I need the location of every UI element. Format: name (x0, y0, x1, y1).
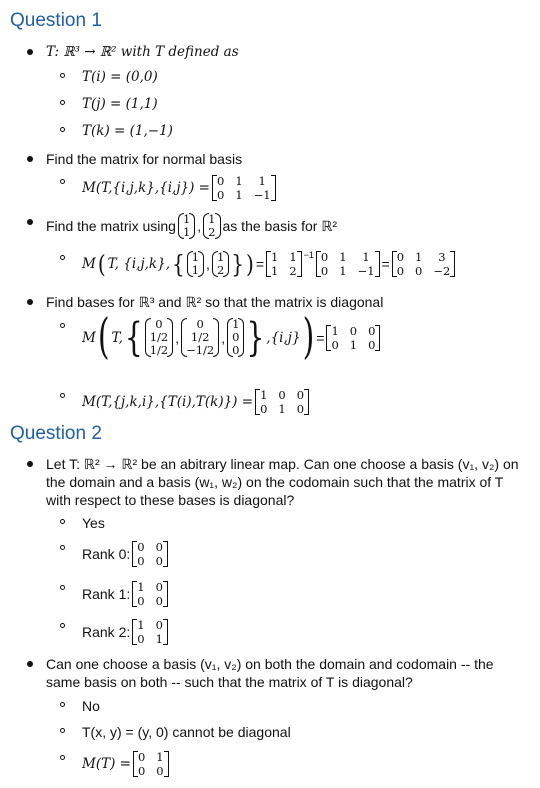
matrix-entry: 0 (349, 323, 358, 338)
q1-basis-vector-2 (203, 213, 220, 239)
matrix-entry: 0 (296, 402, 305, 416)
q1-find-normal: Find the matrix for normal basis (46, 151, 243, 167)
q1-cb-args: T, {i,j,k}, (107, 256, 170, 272)
q1-map-i: T(i) = (0,0) (82, 69, 158, 85)
matrix-entry: 0 (415, 264, 423, 278)
matrix-entry: 0 (155, 317, 163, 331)
q1-basis-text-pre: Find the matrix using (46, 218, 176, 234)
matrix-entry: 0 (155, 618, 163, 632)
matrix-entry: −1 (357, 264, 375, 278)
q1-cb-result-matrix (392, 250, 456, 278)
q2-rank-2-label: Rank 2: (82, 624, 131, 640)
q1-diag-T: T, (111, 329, 123, 346)
matrix-entry: 1 (331, 323, 339, 338)
matrix-entry: 0 (196, 317, 204, 331)
matrix-entry: 0 (137, 764, 146, 778)
matrix-entry: 0 (137, 594, 145, 608)
matrix-entry: 1 (182, 225, 191, 239)
q2-counterexample: T(x, y) = (y, 0) cannot be diagonal (82, 724, 291, 740)
question-2-heading: Question 2 (10, 423, 102, 444)
q1-basis-text-post: as the basis for ℝ² (222, 218, 338, 234)
q2-rank-0-matrix (132, 540, 168, 568)
q2-rank-0-label: Rank 0: (82, 546, 131, 562)
matrix-entry: 0 (155, 594, 163, 608)
q1-find-using-basis: Find the matrix using 1 1 , 1 2 as the basis for ℝ² (46, 212, 338, 239)
q1-normal-matrix-eq (82, 174, 276, 202)
q2-rank-1-matrix (132, 580, 168, 608)
matrix-entry: 0 (368, 337, 376, 352)
paren: ) (302, 308, 315, 365)
matrix-entry: 0 (296, 388, 305, 402)
matrix-entry: 1 (278, 402, 286, 416)
q1-normal-lhs: M(T,{i,j,k},{i,j}) = (82, 180, 210, 196)
matrix-entry: 1 (156, 750, 164, 764)
matrix-entry: 0 (137, 554, 145, 568)
matrix-entry: 1 (258, 174, 266, 188)
matrix-entry: 0 (155, 554, 163, 568)
q1-definition: T: ℝ³ → ℝ² with T defined as (46, 44, 239, 60)
matrix-entry: 0 (396, 264, 405, 278)
matrix-entry: 0 (396, 250, 405, 264)
matrix-entry: 1 (232, 317, 240, 331)
matrix-entry: 0 (278, 388, 286, 402)
q2-rank-2-matrix (132, 618, 168, 646)
brace: { (171, 249, 185, 279)
matrix-entry: 0 (232, 330, 240, 344)
matrix-entry: 1 (289, 250, 297, 264)
q1-diag-vector-3 (227, 318, 244, 357)
q1-cb-M: M (82, 256, 96, 272)
equals: = (255, 256, 264, 272)
brace: } (231, 249, 244, 279)
matrix-entry: −1 (253, 188, 271, 202)
matrix-entry: 1 (191, 250, 200, 264)
matrix-entry: 1/2 (149, 330, 169, 344)
matrix-entry: 1 (208, 212, 216, 226)
q2-rank-1-label: Rank 1: (82, 586, 131, 602)
matrix-entry: 0 (137, 750, 146, 764)
matrix-entry: 2 (216, 263, 225, 277)
matrix-entry: 2 (208, 225, 216, 239)
q1-diagonal-eq-2 (82, 388, 309, 416)
matrix-entry: 0 (216, 174, 225, 188)
q1-cb-inverse-matrix (266, 250, 302, 278)
matrix-entry: 1 (271, 264, 279, 278)
q1-change-basis-eq: M ( T, {i,j,k}, { 1 1 , 1 2 } ) = 1 1 1 2 $^{-1}$ 0 1 1 0 1 −1 = 0 1 3 0 0 −2 (82, 250, 455, 278)
matrix-entry: 0 (155, 540, 163, 554)
q2-rank-1 (82, 580, 168, 608)
matrix-entry: 0 (368, 323, 376, 338)
q2-rank-2 (82, 618, 168, 646)
q1-diag-ij: ,{i,j} (266, 329, 301, 346)
q1-map-j: T(j) = (1,1) (82, 96, 158, 112)
matrix-entry: 1 (339, 264, 347, 278)
matrix-entry: 1 (415, 250, 423, 264)
q1-map-k: T(k) = (1,−1) (82, 123, 173, 139)
matrix-entry: 1 (362, 250, 370, 264)
matrix-entry: 1 (137, 618, 145, 632)
matrix-entry: 2 (289, 264, 297, 278)
q1-find-diagonal: Find bases for ℝ³ and ℝ² so that the matrix is diagonal (46, 294, 384, 310)
q1-cb-normal-matrix (316, 250, 380, 278)
matrix-entry: 0 (216, 188, 225, 202)
q1-diag-vector-1 (145, 318, 174, 357)
q2-question-1: Let T: ℝ² → ℝ² be an abitrary linear map. Can one choose a basis (v₁, v₂) on the domain and a basis (w₁, w₂) on the codomain such that the matrix of T with respect to these bases is diagonal? (46, 455, 528, 509)
matrix-entry: 1 (182, 212, 191, 226)
q1-diagonal-eq: M ( T, { 0 1/2 1/2 , 0 1/2 −1/2 , 1 0 0 } ,{i,j} ) = 1 0 0 0 1 0 (82, 318, 380, 357)
matrix-entry: 0 (155, 580, 163, 594)
q2-answer-no: No (82, 698, 100, 714)
q1-cb-vector-1 (187, 251, 204, 277)
paren: ) (246, 249, 254, 279)
equals: = (316, 329, 325, 346)
q2-counterexample-matrix-eq (82, 750, 169, 778)
matrix-entry: 1 (137, 580, 145, 594)
paren: ( (97, 249, 106, 279)
question-1-heading: Question 1 (10, 10, 102, 31)
q1-basis-vector-1 (178, 213, 195, 239)
matrix-entry: 0 (137, 540, 145, 554)
matrix-entry: 0 (260, 402, 268, 416)
matrix-entry: 1 (271, 250, 279, 264)
matrix-entry: 1/2 (190, 330, 210, 344)
matrix-entry: 0 (320, 250, 329, 264)
brace: { (124, 313, 143, 360)
matrix-entry: 1 (349, 337, 358, 352)
matrix-entry: 0 (232, 343, 240, 357)
matrix-entry: 0 (320, 264, 329, 278)
matrix-entry: 1 (260, 388, 268, 402)
q2-counterexample-matrix (133, 750, 169, 778)
q1-diag-result-matrix (326, 324, 380, 352)
brace: } (246, 313, 265, 360)
paren: ( (97, 308, 110, 365)
matrix-entry: 1 (235, 174, 243, 188)
matrix-entry: 1 (216, 250, 225, 264)
q1-diag-M: M (82, 329, 96, 346)
matrix-entry: 0 (137, 632, 145, 646)
q1-cb-inverse-exp: −1 (303, 250, 314, 260)
matrix-entry: 1/2 (149, 343, 169, 357)
matrix-entry: 1 (339, 250, 347, 264)
q2-matrix-lhs: M(T) = (82, 756, 131, 772)
matrix-entry: −1/2 (186, 343, 215, 357)
matrix-entry: 1 (235, 188, 243, 202)
q2-rank-0 (82, 540, 168, 568)
q2-answer-yes: Yes (82, 515, 105, 531)
q1-diag-vector-2 (181, 318, 219, 357)
q1-cb-vector-2 (212, 251, 229, 277)
matrix-entry: 0 (156, 764, 164, 778)
q1-diag2-lhs: M(T,{j,k,i},{T(i),T(k)}) = (82, 394, 254, 410)
matrix-entry: 0 (331, 337, 339, 352)
matrix-entry: 1 (191, 263, 200, 277)
q1-diag2-matrix (255, 388, 309, 416)
q2-question-2: Can one choose a basis (v₁, v₂) on both the domain and codomain -- the same basis on both -- such that the matrix of T is diagonal? (46, 655, 528, 691)
matrix-entry: 3 (438, 250, 446, 264)
q1-normal-matrix (212, 174, 276, 202)
matrix-entry: 1 (155, 632, 163, 646)
matrix-entry: −2 (433, 264, 451, 278)
equals: = (381, 256, 390, 272)
